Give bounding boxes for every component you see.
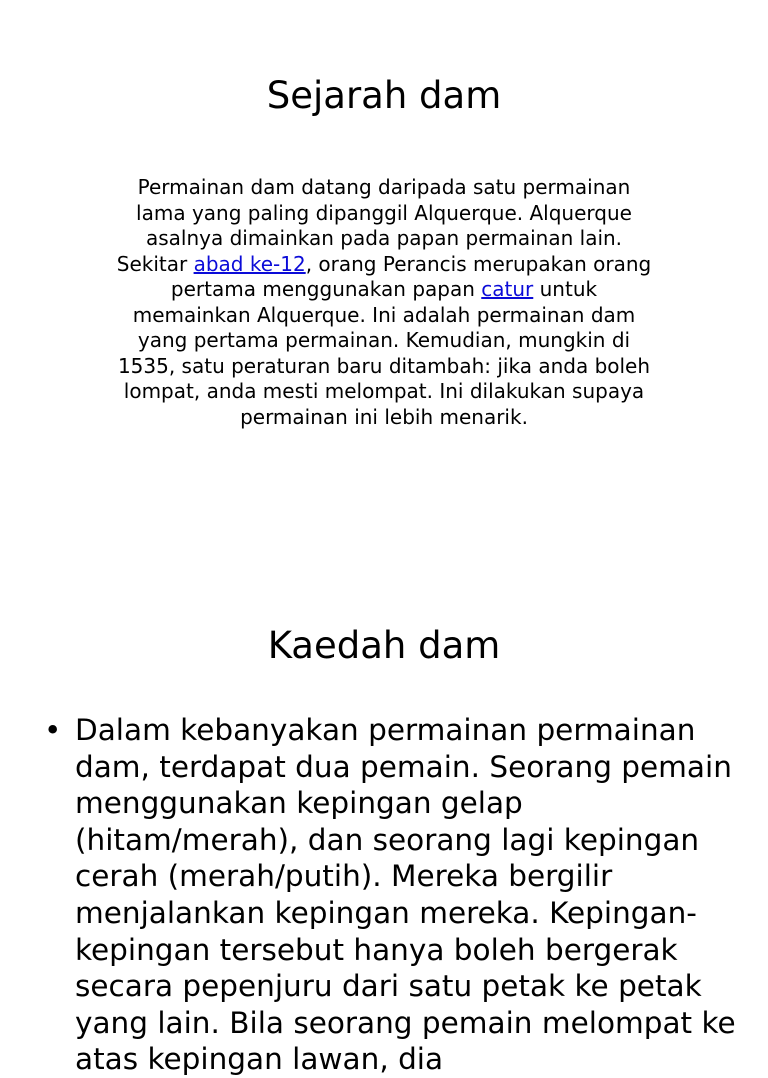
rules-bullet <box>44 712 744 1078</box>
section-title-kaedah: Kaedah dam <box>267 624 501 667</box>
bullet-text: Dalam kebanyakan permainan permainan dam, terdapat dua pemain. Seorang pemain menggunakan kepingan gelap (hitam/merah), dan seorang lagi kepingan cerah (merah/putih). Mereka bergilir menjalankan kepingan mereka. Kepingan-kepingan tersebut hanya boleh bergerak secara pepenjuru dari satu petak ke petak yang lain. Bila seorang pemain melompat ke atas kepingan lawan, dia <box>75 713 736 1077</box>
history-paragraph <box>112 175 656 430</box>
paragraph-text: untuk memainkan Alquerque. Ini adalah permainan dam yang pertama permainan. Kemudian, mungkin di 1535, satu peraturan baru ditambah: jika anda boleh lompat, anda mesti melompat. Ini dilakukan supaya permainan ini lebih menarik. <box>117 277 651 429</box>
link-catur[interactable]: catur <box>481 277 534 301</box>
link-abad-ke-12[interactable]: abad ke-12 <box>193 251 306 276</box>
paragraph-text: , orang Perancis merupakan orang pertama menggunakan papan <box>170 251 652 301</box>
paragraph-text: Permainan dam datang daripada satu permainan lama yang paling dipanggil Alquerque. Alquerque asalnya dimainkan pada papan permainan lain. Sekitar <box>116 175 632 276</box>
section-title-sejarah: Sejarah dam <box>266 74 502 117</box>
bullet-icon: • <box>44 713 62 747</box>
